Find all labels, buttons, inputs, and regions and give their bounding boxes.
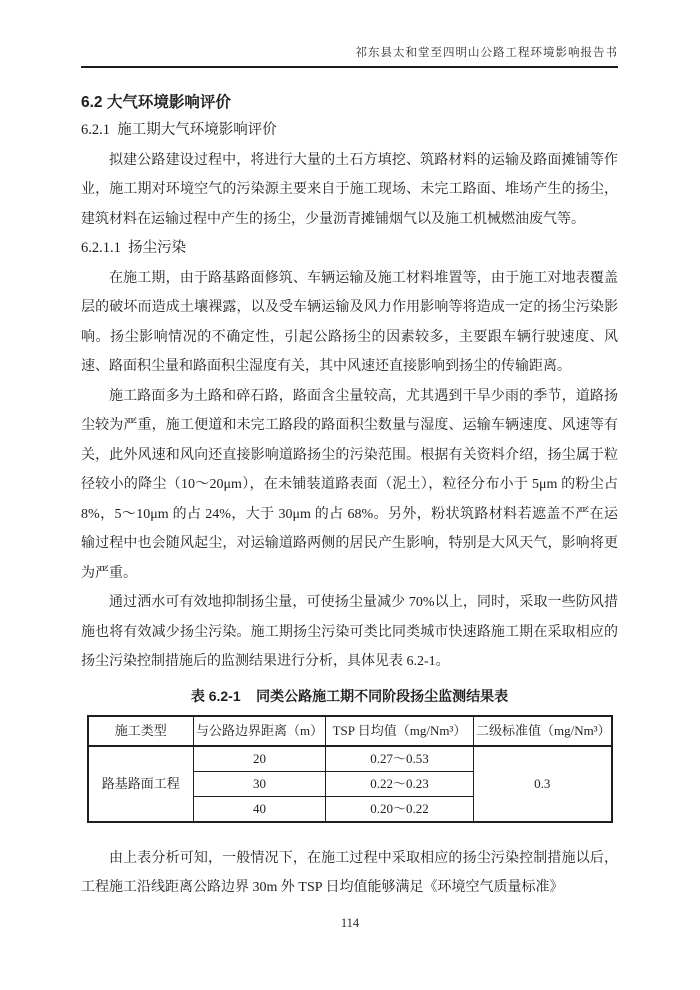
cell-tsp: 0.22～0.23 <box>326 771 474 796</box>
page-number: 114 <box>340 916 360 930</box>
col-header-tsp-daily-mean: TSP 日均值（mg/Nm³） <box>326 716 474 746</box>
cell-distance: 20 <box>194 746 326 772</box>
table-caption: 表 6.2-1 同类公路施工期不同阶段扬尘监测结果表 <box>190 687 509 704</box>
section-heading-6-2: 6.2 大气环境影响评价 <box>81 94 231 111</box>
page-header <box>81 44 618 68</box>
section-heading-6-2-1-1: 6.2.1.1 扬尘污染 <box>81 240 187 256</box>
cell-standard-value: 0.3 <box>474 746 612 822</box>
running-header-title: 祁东县太和堂至四明山公路工程环境影响报告书 <box>355 47 618 59</box>
paragraph-dust-causes: 在施工期，由于路基路面修筑、车辆运输及施工材料堆置等，由于施工对地表覆盖层的破坏而造成土壤裸露，以及受车辆运输及风力作用影响等将造成一定的扬尘污染影响。扬尘影响情况的不确定性，引起公路扬尘的因素较多，主要跟车辆行驶速度、风速、路面积尘量和路面积尘湿度有关，其中风速还直接影响到扬尘的传输距离。 <box>81 270 618 374</box>
table-header-row <box>88 716 612 746</box>
col-header-distance: 与公路边界距离（m） <box>194 716 326 746</box>
table-row <box>88 746 612 772</box>
section-heading-6-2-1: 6.2.1 施工期大气环境影响评价 <box>81 122 277 138</box>
paragraph-construction-overview: 拟建公路建设过程中，将进行大量的土石方填挖、筑路材料的运输及路面摊铺等作业，施工期对环境空气的污染源主要来自于施工现场、未完工路面、堆场产生的扬尘，建筑材料在运输过程中产生的扬尘，少量沥青摊铺烟气以及施工机械燃油废气等。 <box>81 152 618 227</box>
cell-tsp: 0.20～0.22 <box>326 796 474 822</box>
page-content <box>81 68 618 903</box>
cell-construction-type: 路基路面工程 <box>88 746 194 822</box>
paragraph-conclusion: 由上表分析可知，一般情况下，在施工过程中采取相应的扬尘污染控制措施以后，工程施工沿线距离公路边界 30m 外 TSP 日均值能够满足《环境空气质量标准》 <box>81 850 618 895</box>
cell-distance: 40 <box>194 796 326 822</box>
cell-tsp: 0.27～0.53 <box>326 746 474 772</box>
dust-monitoring-table <box>87 715 613 823</box>
paragraph-water-spray-control: 通过洒水可有效地抑制扬尘量，可使扬尘量减少 70%以上，同时，采取一些防风措施也将有效减少扬尘污染。施工期扬尘污染可类比同类城市快速路施工期在采取相应的扬尘污染控制措施后的监测结果进行分析，具体见表 6.2-1。 <box>81 595 618 669</box>
col-header-class2-standard: 二级标准值（mg/Nm³） <box>474 716 612 746</box>
paragraph-dust-particle-size: 施工路面多为土路和碎石路，路面含尘量较高，尤其遇到干旱少雨的季节，道路扬尘较为严重，施工便道和未完工路段的路面积尘数量与湿度、运输车辆速度、风速等有关，此外风速和风向还直接影响道路扬尘的污染范围。根据有关资料介绍，扬尘属于粒径较小的降尘（10～20μm），在未铺装道路表面（泥土），粒径分布小于 5μm 的粉尘占 8%，5～10μm 的占 24%，大于 30μm 的占 68%。另外，粉状筑路材料若遮盖不严在运输过程中也会随风起尘，对运输道路两侧的居民产生影响，特别是大风天气，影响将更为严重。 <box>81 388 618 581</box>
page-footer <box>0 916 700 931</box>
col-header-construction-type: 施工类型 <box>88 716 194 746</box>
cell-distance: 30 <box>194 771 326 796</box>
